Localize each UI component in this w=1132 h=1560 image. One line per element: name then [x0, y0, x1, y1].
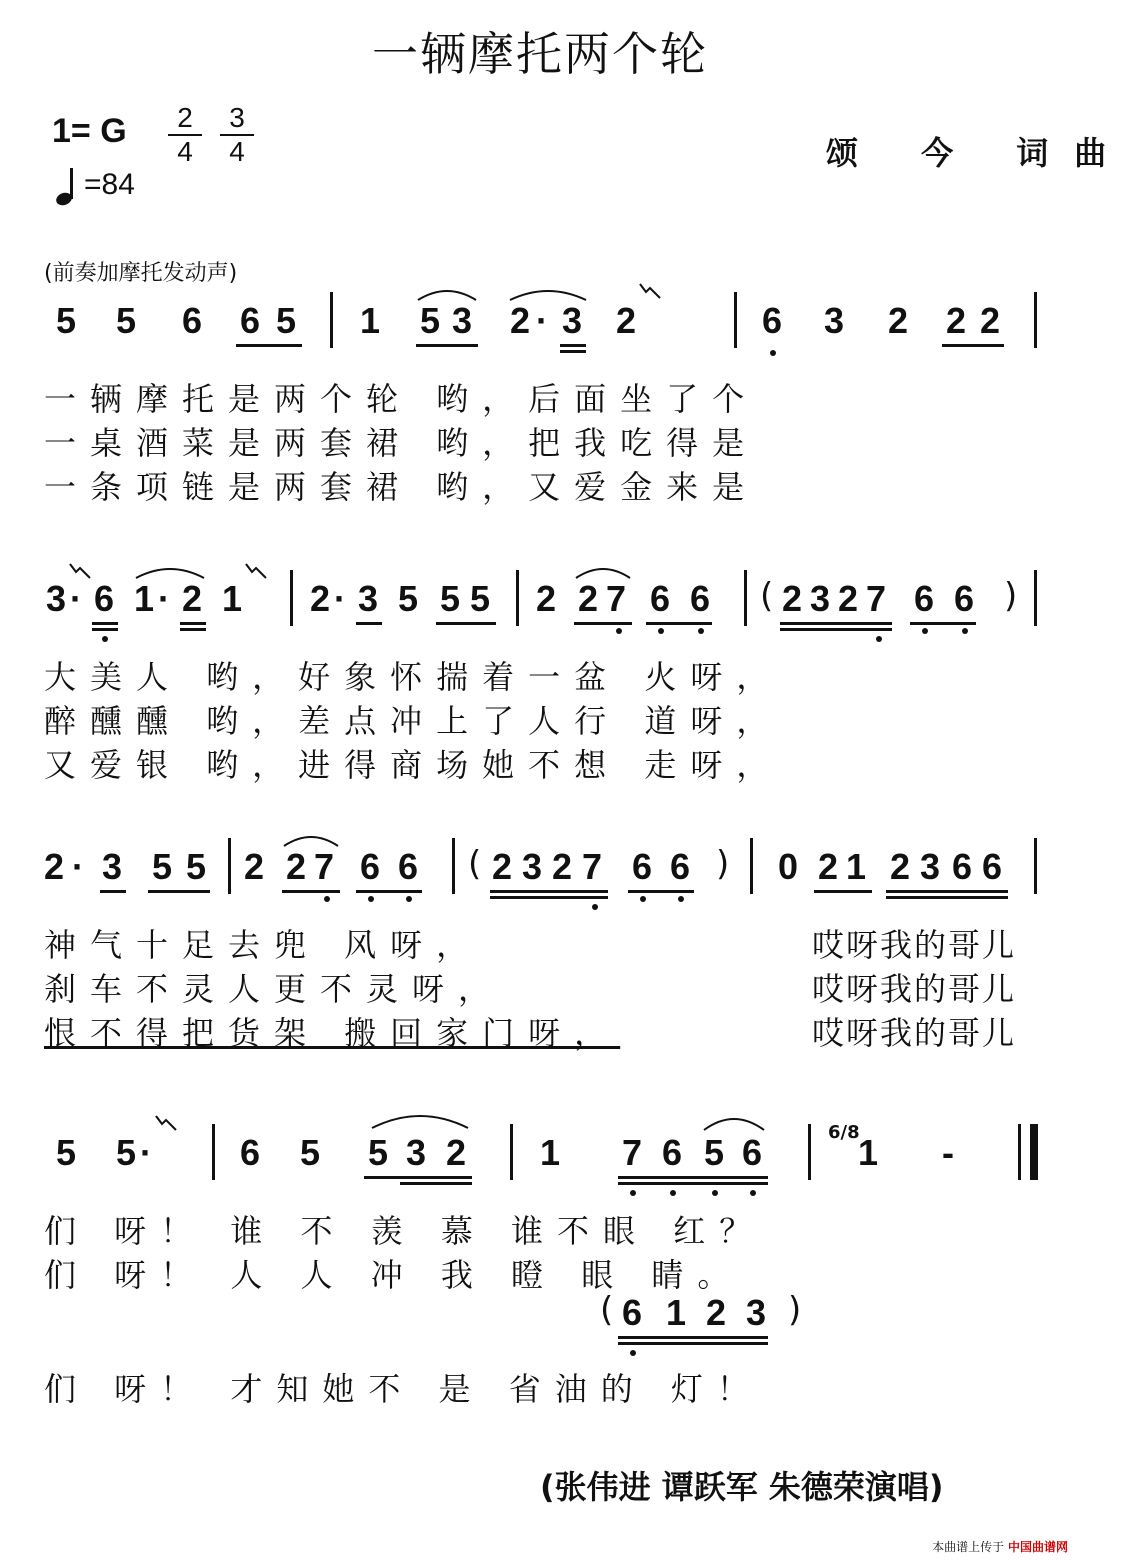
note: 1: [134, 578, 155, 619]
slur: [370, 1110, 470, 1130]
open-paren: (: [760, 576, 774, 616]
beam: [282, 890, 340, 893]
beam: [180, 622, 206, 625]
note: 5: [420, 300, 441, 341]
note: 2: [182, 578, 203, 619]
beam: [646, 622, 712, 625]
beam: [92, 622, 118, 625]
note: 2: [510, 300, 531, 341]
note: 3: [452, 300, 473, 341]
note: 7: [314, 846, 335, 887]
note: 5: [470, 578, 491, 619]
composer-credit: 颂 今 词曲: [826, 134, 1132, 172]
note: 2: [446, 1132, 467, 1173]
note: 6: [240, 1132, 261, 1173]
beam: [560, 350, 586, 353]
note: 6: [954, 578, 975, 619]
note: 6: [622, 1292, 643, 1333]
time-signature-1: 2 4: [168, 104, 202, 166]
note: 5: [398, 578, 419, 619]
beam: [618, 1336, 768, 1339]
note: 2: [818, 846, 839, 887]
low-octave-dot: [698, 628, 704, 634]
low-octave-dot: [592, 904, 598, 910]
close-paren: ): [716, 844, 730, 884]
low-octave-dot: [102, 636, 108, 642]
footer: [932, 1538, 1068, 1555]
lyric-line: 恨不得把货架 搬回家门呀，: [44, 1014, 621, 1052]
low-octave-dot: [712, 1190, 718, 1196]
beam: [148, 890, 210, 893]
note: 6: [762, 300, 783, 341]
low-octave-dot: [406, 896, 412, 902]
note: 2: [706, 1292, 727, 1333]
glide-icon: [68, 562, 92, 582]
barline: [744, 570, 747, 626]
beam: [416, 344, 478, 347]
beam: [886, 890, 1008, 893]
close-paren: ): [788, 1290, 802, 1330]
key-signature: 1= G: [52, 112, 127, 150]
note: 6: [240, 300, 261, 341]
glide-icon: [638, 282, 662, 302]
beam: [618, 1176, 768, 1179]
note: 5: [368, 1132, 389, 1173]
note: 6: [398, 846, 419, 887]
note: 7: [866, 578, 887, 619]
intro-note: (前奏加摩托发动声): [44, 261, 238, 286]
singers-credit: (张伟进 谭跃军 朱德荣演唱): [540, 1468, 944, 1506]
note: 3: [810, 578, 831, 619]
dot: ·: [70, 578, 82, 619]
footer-prefix: 本曲谱上传于: [932, 1540, 1005, 1554]
barline: [510, 1124, 513, 1180]
dot: ·: [536, 300, 548, 341]
barline: [330, 292, 333, 348]
note: 1: [666, 1292, 687, 1333]
barline: [734, 292, 737, 348]
barline: [750, 838, 753, 894]
note: 1: [222, 578, 243, 619]
beam: [628, 890, 694, 893]
slur: [416, 286, 478, 302]
beam: [364, 1176, 472, 1179]
note: 1: [846, 846, 867, 887]
open-paren: (: [600, 1290, 614, 1330]
beam: [436, 622, 496, 625]
dot: ·: [72, 846, 84, 887]
barline: [212, 1124, 215, 1180]
note: 6: [662, 1132, 683, 1173]
note: 6: [742, 1132, 763, 1173]
footer-site-link[interactable]: 中国曲谱网: [1007, 1540, 1068, 1554]
slur: [508, 286, 588, 302]
quarter-note-icon: [54, 166, 84, 206]
low-octave-dot: [640, 896, 646, 902]
low-octave-dot: [922, 628, 928, 634]
beam: [180, 628, 206, 631]
beam: [942, 344, 1004, 347]
note: 1: [858, 1132, 879, 1173]
lyric-line: 们 呀！ 才知她不 是 省油的 灯！: [44, 1370, 763, 1408]
dash: -: [942, 1132, 954, 1173]
lyric-line: 一辆摩托是两个轮 哟，后面坐了个: [44, 380, 759, 418]
low-octave-dot: [368, 896, 374, 902]
note: 6: [690, 578, 711, 619]
note: 2: [980, 300, 1001, 341]
note: 2: [310, 578, 331, 619]
note: 2: [578, 578, 599, 619]
note: 3: [824, 300, 845, 341]
note: 3: [746, 1292, 767, 1333]
low-octave-dot: [324, 896, 330, 902]
note: 5: [56, 300, 77, 341]
beam: [236, 344, 302, 347]
barline: [228, 838, 231, 894]
note: 5: [440, 578, 461, 619]
lyric-line: 一桌酒菜是两套裙 哟，把我吃得是: [44, 424, 759, 462]
beam: [560, 344, 586, 347]
note: 6: [914, 578, 935, 619]
tempo-marking: =84: [84, 168, 135, 201]
note: 0: [778, 846, 799, 887]
lyric-line: 哎呀我的哥儿: [812, 1014, 1017, 1052]
time-signature-2: 3 4: [220, 104, 254, 166]
note: 3: [358, 578, 379, 619]
beam: [356, 622, 382, 625]
note: 5: [704, 1132, 725, 1173]
low-octave-dot: [670, 1190, 676, 1196]
beam: [100, 890, 126, 893]
lyric-line: 们 呀！ 人 人 冲 我 瞪 眼 睛。: [44, 1256, 744, 1294]
note: 2: [286, 846, 307, 887]
lyric-line: 神气十足去兜 风呀，: [44, 926, 483, 964]
dot: ·: [334, 578, 346, 619]
barline: [290, 570, 293, 626]
beam: [400, 1182, 472, 1185]
note: 2: [536, 578, 557, 619]
note: 2: [946, 300, 967, 341]
glide-icon: [244, 562, 268, 582]
lyric-line: 们 呀！ 谁 不 羡 慕 谁不眼 红？: [44, 1212, 766, 1250]
time-change: 6/8: [828, 1122, 860, 1143]
beam: [490, 890, 608, 893]
lyric-line: 哎呀我的哥儿: [812, 970, 1017, 1008]
note: 2: [890, 846, 911, 887]
low-octave-dot: [750, 1190, 756, 1196]
note: 1: [540, 1132, 561, 1173]
beam: [618, 1342, 768, 1345]
close-paren: ): [1004, 576, 1018, 616]
low-octave-dot: [962, 628, 968, 634]
page-title: 一辆摩托两个轮: [372, 27, 708, 81]
beam: [92, 628, 118, 631]
lyric-line: 哎呀我的哥儿: [812, 926, 1017, 964]
lyric-line: 又爱银 哟，进得商场她不想 走呀，: [44, 746, 783, 784]
final-barline: [1030, 1124, 1038, 1180]
note: 7: [622, 1132, 643, 1173]
slur: [282, 832, 340, 848]
note: 6: [94, 578, 115, 619]
note: 3: [522, 846, 543, 887]
note: 6: [650, 578, 671, 619]
beam: [886, 896, 1008, 899]
note: 3: [406, 1132, 427, 1173]
lyric-line: 一条项链是两套裙 哟，又爱金来是: [44, 468, 759, 506]
low-octave-dot: [770, 350, 776, 356]
beam: [780, 622, 892, 625]
note: 1: [360, 300, 381, 341]
barline: [808, 1124, 811, 1180]
barline: [1034, 570, 1037, 626]
note: 5: [276, 300, 297, 341]
beam: [910, 622, 976, 625]
note: 2: [492, 846, 513, 887]
note: 6: [360, 846, 381, 887]
final-barline: [1018, 1124, 1021, 1180]
note: 2: [616, 300, 637, 341]
note: 6: [182, 300, 203, 341]
lyric-line: 醉醺醺 哟，差点冲上了人行 道呀，: [44, 702, 783, 740]
beam: [618, 1182, 768, 1185]
note: 2: [888, 300, 909, 341]
lyric-line: 刹车不灵人更不灵呀，: [44, 970, 505, 1008]
lyric-line: 大美人 哟，好象怀揣着一盆 火呀，: [44, 658, 783, 696]
barline: [516, 570, 519, 626]
note: 5: [56, 1132, 77, 1173]
note: 3: [46, 578, 67, 619]
low-octave-dot: [876, 636, 882, 642]
low-octave-dot: [658, 628, 664, 634]
note: 3: [562, 300, 583, 341]
note: 3: [102, 846, 123, 887]
note: 2: [838, 578, 859, 619]
beam: [490, 896, 608, 899]
beam: [356, 890, 422, 893]
note: 6: [670, 846, 691, 887]
note: 5: [152, 846, 173, 887]
barline: [452, 838, 455, 894]
note: 5: [116, 300, 137, 341]
barline: [1034, 838, 1037, 894]
barline: [1034, 292, 1037, 348]
dot: ·: [140, 1132, 152, 1173]
glide-icon: [154, 1114, 178, 1134]
note: 5: [186, 846, 207, 887]
beam: [780, 628, 892, 631]
note: 7: [582, 846, 603, 887]
note: 2: [44, 846, 65, 887]
open-paren: (: [468, 844, 482, 884]
slur: [702, 1114, 766, 1132]
slur: [574, 564, 632, 580]
dot: ·: [158, 578, 170, 619]
slur: [134, 564, 206, 580]
note: 5: [116, 1132, 137, 1173]
note: 6: [952, 846, 973, 887]
note: 2: [244, 846, 265, 887]
low-octave-dot: [630, 1190, 636, 1196]
beam: [814, 890, 872, 893]
note: 2: [782, 578, 803, 619]
note: 7: [606, 578, 627, 619]
low-octave-dot: [616, 628, 622, 634]
low-octave-dot: [678, 896, 684, 902]
note: 6: [982, 846, 1003, 887]
note: 6: [632, 846, 653, 887]
note: 5: [300, 1132, 321, 1173]
low-octave-dot: [630, 1350, 636, 1356]
beam: [574, 622, 632, 625]
note: 3: [920, 846, 941, 887]
note: 2: [552, 846, 573, 887]
